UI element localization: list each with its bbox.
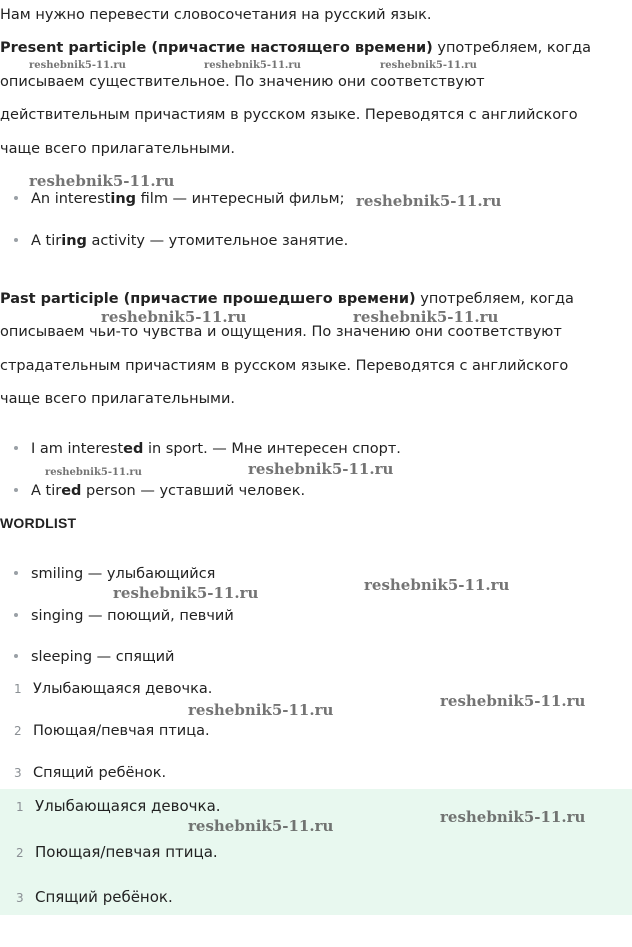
present-line-4: чаще всего прилагательными. xyxy=(0,141,236,157)
bullet-icon xyxy=(14,654,18,658)
watermark: reshebnik5-11.ru xyxy=(204,60,301,71)
bullet-icon xyxy=(14,196,18,200)
past-participle-definition xyxy=(0,291,574,307)
watermark: reshebnik5-11.ru xyxy=(440,808,586,826)
final-answer-2: 2 Поющая/певчая птица. xyxy=(16,843,218,861)
past-line-4: чаще всего прилагательными. xyxy=(0,391,236,407)
bullet-icon xyxy=(14,571,18,575)
present-example-1: An interesting film — интересный фильм; xyxy=(14,191,344,207)
present-line-2: описываем существительное. По значению они соответствуют xyxy=(0,74,485,90)
past-participle-rest: употребляем, когда xyxy=(415,291,574,307)
watermark: reshebnik5-11.ru xyxy=(440,692,586,710)
past-example-1: I am interested in sport. — Мне интересен спорт. xyxy=(14,441,401,457)
watermark: reshebnik5-11.ru xyxy=(188,817,334,835)
final-answer-3: 3 Спящий ребёнок. xyxy=(16,888,173,906)
final-answer-1: 1 Улыбающаяся девочка. xyxy=(16,797,221,815)
past-line-2: описываем чьи-то чувства и ощущения. По значению они соответствуют xyxy=(0,324,562,340)
watermark: reshebnik5-11.ru xyxy=(29,60,126,71)
watermark: reshebnik5-11.ru xyxy=(29,172,175,190)
present-line-3: действительным причастиям в русском языке. Переводятся с английского xyxy=(0,107,578,123)
answer-item-2: 2 Поющая/певчая птица. xyxy=(14,723,210,739)
watermark: reshebnik5-11.ru xyxy=(188,701,334,719)
wordlist-item: singing — поющий, певчий xyxy=(14,608,234,624)
bullet-icon xyxy=(14,446,18,450)
bullet-icon xyxy=(14,238,18,242)
past-participle-term: Past participle (причастие прошедшего времени) xyxy=(0,291,416,307)
wordlist-title: WORDLIST xyxy=(0,515,77,531)
bullet-icon xyxy=(14,488,18,492)
past-line-3: страдательным причастиям в русском языке. Переводятся с английского xyxy=(0,358,569,374)
watermark: reshebnik5-11.ru xyxy=(380,60,477,71)
watermark: reshebnik5-11.ru xyxy=(101,308,247,326)
present-example-2: A tiring activity — утомительное занятие. xyxy=(14,233,348,249)
answer-item-1: 1 Улыбающаяся девочка. xyxy=(14,681,213,697)
watermark: reshebnik5-11.ru xyxy=(45,467,142,478)
watermark: reshebnik5-11.ru xyxy=(364,576,510,594)
watermark: reshebnik5-11.ru xyxy=(353,308,499,326)
bullet-icon xyxy=(14,613,18,617)
past-example-2: A tired person — уставший человек. xyxy=(14,483,305,499)
present-participle-term: Present participle (причастие настоящего времени) xyxy=(0,40,433,56)
present-participle-rest: употребляем, когда xyxy=(432,40,592,56)
watermark: reshebnik5-11.ru xyxy=(356,192,502,210)
answer-item-3: 3 Спящий ребёнок. xyxy=(14,765,167,781)
intro-text: Нам нужно перевести словосочетания на русский язык. xyxy=(0,7,432,23)
watermark: reshebnik5-11.ru xyxy=(113,584,259,602)
present-participle-definition xyxy=(0,40,591,56)
watermark: reshebnik5-11.ru xyxy=(248,460,394,478)
wordlist-item: smiling — улыбающийся xyxy=(14,566,215,582)
wordlist-item: sleeping — спящий xyxy=(14,649,174,665)
